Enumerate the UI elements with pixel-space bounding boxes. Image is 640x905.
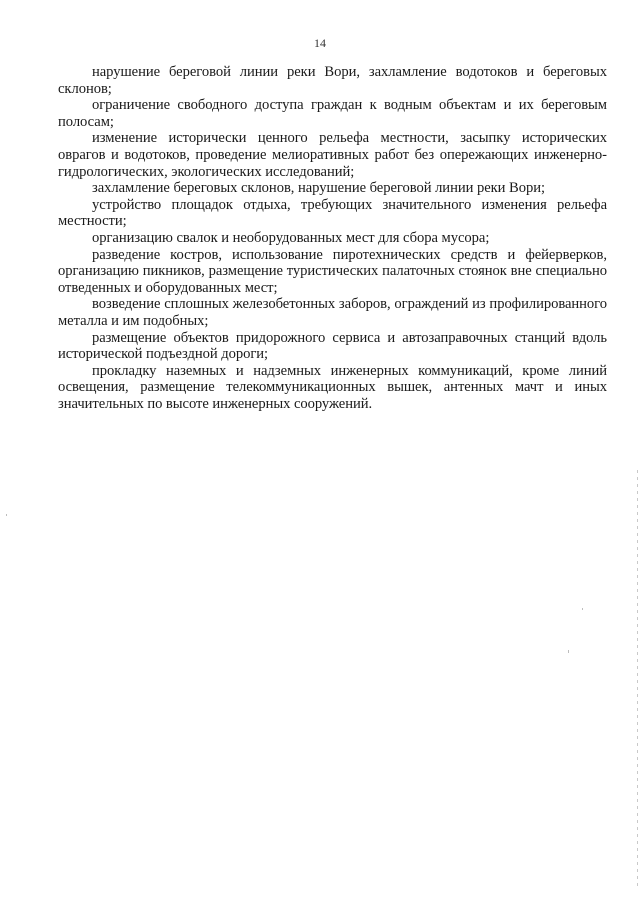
scan-speck (6, 514, 7, 516)
list-item: размещение объектов придорожного сервиса и автозаправочных станций вдоль исторической подъездной дороги; (58, 329, 607, 363)
list-item: изменение исторически ценного рельефа местности, засыпку исторических оврагов и водотоков, проведение мелиоративных работ без опережающих инженерно-гидрологических, экологических исследований; (58, 130, 607, 180)
scan-edge-artifact (637, 470, 638, 890)
list-item: разведение костров, использование пиротехнических средств и фейерверков, организацию пикников, размещение туристических палаточных стоянок вне специально отведенных и оборудованных мест; (58, 246, 607, 296)
scan-speck (568, 650, 569, 653)
list-item: прокладку наземных и надземных инженерных коммуникаций, кроме линий освещения, размещение телекоммуникационных вышек, антенных мачт и иных значительных по высоте инженерных сооружений. (58, 362, 607, 412)
page-number: 14 (314, 36, 326, 50)
list-item: нарушение береговой линии реки Вори, захламление водотоков и береговых склонов; (58, 64, 607, 97)
list-item: устройство площадок отдыха, требующих значительного изменения рельефа местности; (58, 196, 607, 230)
list-item: ограничение свободного доступа граждан к водным объектам и их береговым полосам; (58, 97, 607, 130)
scan-speck (582, 608, 583, 610)
list-item: организацию свалок и необорудованных мест для сбора мусора; (92, 229, 490, 246)
list-item: захламление береговых склонов, нарушение береговой линии реки Вори; (92, 180, 545, 197)
document-body (58, 64, 607, 412)
list-item: возведение сплошных железобетонных заборов, ограждений из профилированного металла и им подобных; (58, 296, 607, 329)
